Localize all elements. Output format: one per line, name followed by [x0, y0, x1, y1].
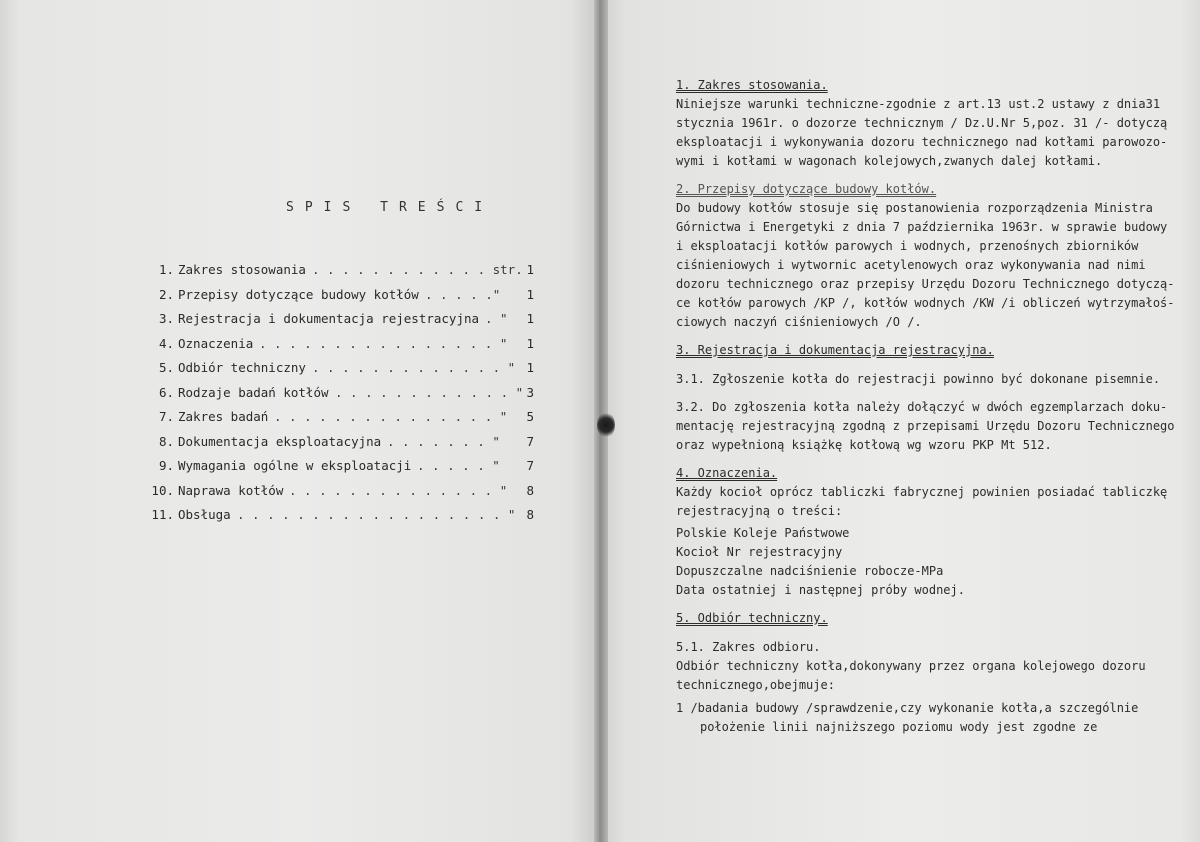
- toc-entry-number: 11.: [151, 507, 174, 522]
- toc-entry-title: Odbiór techniczny: [178, 360, 306, 375]
- text-line: Dopuszczalne nadciśnienie robocze-MPa: [676, 564, 944, 578]
- section-2-body: [676, 199, 1181, 332]
- toc-entry-title: Przepisy dotyczące budowy kotłów: [178, 286, 419, 302]
- toc-entry-number: 9.: [158, 458, 174, 473]
- text-line: Odbiór techniczny kotła,dokonywany przez organa kolejowego dozoru: [676, 659, 1146, 673]
- text-line: ciowych naczyń ciśnieniowych /O /.: [676, 315, 922, 329]
- toc-entry: [140, 430, 540, 455]
- toc-entry-leader: . . . . . . . . . . . . ": [335, 384, 524, 400]
- section-3-1: [676, 370, 1181, 389]
- toc-entry-page: 8: [526, 482, 534, 498]
- section-5-heading: 5. Odbiór techniczny.: [676, 611, 828, 625]
- text-line: Do budowy kotłów stosuje się postanowienia rozporządzenia Ministra: [676, 201, 1153, 215]
- section-1-body: [676, 95, 1181, 171]
- toc-entry: [140, 332, 540, 357]
- toc-entry-title: Rodzaje badań kotłów: [178, 384, 329, 400]
- toc-entry-title: Rejestracja i dokumentacja rejestracyjna: [178, 311, 480, 326]
- toc-entry-number: 4.: [158, 335, 174, 351]
- toc-entry-number: 3.: [158, 311, 174, 326]
- text-line: Polskie Koleje Państwowe: [676, 526, 850, 540]
- toc-entry-leader: . . . . . . . ": [387, 433, 500, 449]
- text-line: wymi i kotłami w wagonach kolejowych,zwanych dalej kotłami.: [676, 154, 1103, 168]
- toc-entry: [140, 356, 540, 381]
- text-line: i eksploatacji kotłów parowych i wodnych, przenośnych zbiorników: [676, 239, 1139, 253]
- toc-title: SPIS TREŚCI: [286, 200, 494, 215]
- toc-entry-title: Dokumentacja eksploatacyjna: [178, 433, 382, 449]
- section-5-1: [676, 638, 1181, 695]
- text-line: oraz wypełnioną książkę kotłową wg wzoru PKP Mt 512.: [676, 438, 1052, 452]
- toc-entry: [140, 381, 540, 406]
- toc-entry-number: 7.: [158, 409, 174, 424]
- section-1-heading: 1. Zakres stosowania.: [676, 78, 828, 92]
- text-line: Data ostatniej i następnej próby wodnej.: [676, 583, 965, 597]
- ink-blot: [597, 412, 615, 438]
- toc-entry-leader: . . . . . . . . . . . . . . . . ": [259, 335, 508, 351]
- toc-entry-leader: . . . . . . . . . . . . . . . ": [274, 409, 508, 424]
- text-line: mentację rejestracyjną zgodną z przepisami Urzędu Dozoru Technicznego: [676, 419, 1175, 433]
- section-5-1-item-1: [676, 699, 1181, 737]
- toc-entry-leader: . . . . . . . . . . . . . . ": [289, 482, 508, 498]
- text-line: technicznego,obejmuje:: [676, 678, 835, 692]
- section-3-2: [676, 398, 1181, 455]
- toc-entry: [140, 479, 540, 504]
- text-line: ce kotłów parowych /KP /, kotłów wodnych /KW /i obliczeń wytrzymałoś-: [676, 296, 1175, 310]
- toc-entry-page: 7: [526, 458, 534, 473]
- toc-entry-title: Obsługa: [178, 507, 231, 522]
- registration-plate-text: [676, 524, 1181, 600]
- toc-entry-page: 1: [526, 286, 534, 302]
- toc-entry-leader: . . . . .": [425, 286, 501, 302]
- toc-entry-leader: . . . . . . . . . . . . str.: [312, 262, 523, 277]
- toc-entry-number: 10.: [151, 482, 174, 498]
- table-of-contents: [140, 258, 540, 528]
- toc-entry-page: 1: [526, 311, 534, 326]
- toc-entry-title: Wymagania ogólne w eksploatacji: [178, 458, 412, 473]
- text-line: 3.1. Zgłoszenie kotła do rejestracji powinno być dokonane pisemnie.: [676, 372, 1161, 386]
- text-line: położenie linii najniższego poziomu wody jest zgodne ze: [700, 720, 1098, 734]
- text-line: Każdy kocioł oprócz tabliczki fabrycznej powinien posiadać tabliczkę: [676, 485, 1168, 499]
- text-line: stycznia 1961r. o dozorze technicznym / Dz.U.Nr 5,poz. 31 /- dotyczą: [676, 116, 1168, 130]
- toc-entry: [140, 258, 540, 283]
- text-line: rejestracyjną o treści:: [676, 504, 843, 518]
- toc-entry-title: Zakres badań: [178, 409, 269, 424]
- toc-entry: [140, 454, 540, 479]
- toc-entry-number: 1.: [158, 262, 174, 277]
- toc-entry-page: 3: [526, 384, 534, 400]
- text-line: 3.2. Do zgłoszenia kotła należy dołączyć w dwóch egzemplarzach doku-: [676, 400, 1168, 414]
- toc-entry-leader: . . . . . . . . . . . . . ": [312, 360, 516, 375]
- text-line: 1 /badania budowy /sprawdzenie,czy wykonanie kotła,a szczególnie: [676, 701, 1139, 715]
- toc-entry-page: 1: [526, 262, 534, 277]
- section-4-body: [676, 483, 1181, 521]
- text-line: dozoru technicznego oraz przepisy Urzędu Dozoru Technicznego dotyczą-: [676, 277, 1175, 291]
- toc-entry-number: 6.: [158, 384, 174, 400]
- toc-entry-leader: . . . . . ": [417, 458, 500, 473]
- toc-entry-number: 5.: [158, 360, 174, 375]
- text-line: ciśnieniowych i wytwornic acetylenowych oraz wykonywania nad nimi: [676, 258, 1146, 272]
- toc-entry-title: Naprawa kotłów: [178, 482, 284, 498]
- toc-entry-leader: . . . . . . . . . . . . . . . . . . ": [237, 507, 516, 522]
- toc-entry-number: 8.: [158, 433, 174, 449]
- toc-entry-page: 8: [526, 507, 534, 522]
- toc-entry-number: 2.: [158, 286, 174, 302]
- right-page-text: [676, 76, 1181, 737]
- toc-entry-page: 1: [526, 335, 534, 351]
- toc-entry-page: 1: [526, 360, 534, 375]
- toc-entry-title: Oznaczenia: [178, 335, 254, 351]
- text-line: Kocioł Nr rejestracyjny: [676, 545, 843, 559]
- text-line: Niniejsze warunki techniczne-zgodnie z art.13 ust.2 ustawy z dnia31: [676, 97, 1161, 111]
- toc-entry-leader: . ": [485, 311, 508, 326]
- toc-entry: [140, 307, 540, 332]
- toc-entry-title: Zakres stosowania: [178, 262, 306, 277]
- section-3-heading: 3. Rejestracja i dokumentacja rejestracyjna.: [676, 343, 994, 357]
- section-4-heading: 4. Oznaczenia.: [676, 466, 778, 480]
- toc-entry: [140, 405, 540, 430]
- subsection-heading: 5.1. Zakres odbioru.: [676, 640, 821, 654]
- toc-entry: [140, 503, 540, 528]
- toc-entry-page: 5: [526, 409, 534, 424]
- text-line: eksploatacji i wykonywania dozoru technicznego nad kotłami parowozo-: [676, 135, 1168, 149]
- text-line: Górnictwa i Energetyki z dnia 7 października 1963r. w sprawie budowy: [676, 220, 1168, 234]
- section-2-heading: 2. Przepisy dotyczące budowy kotłów.: [676, 182, 937, 196]
- toc-entry-page: 7: [526, 433, 534, 449]
- toc-entry: [140, 283, 540, 308]
